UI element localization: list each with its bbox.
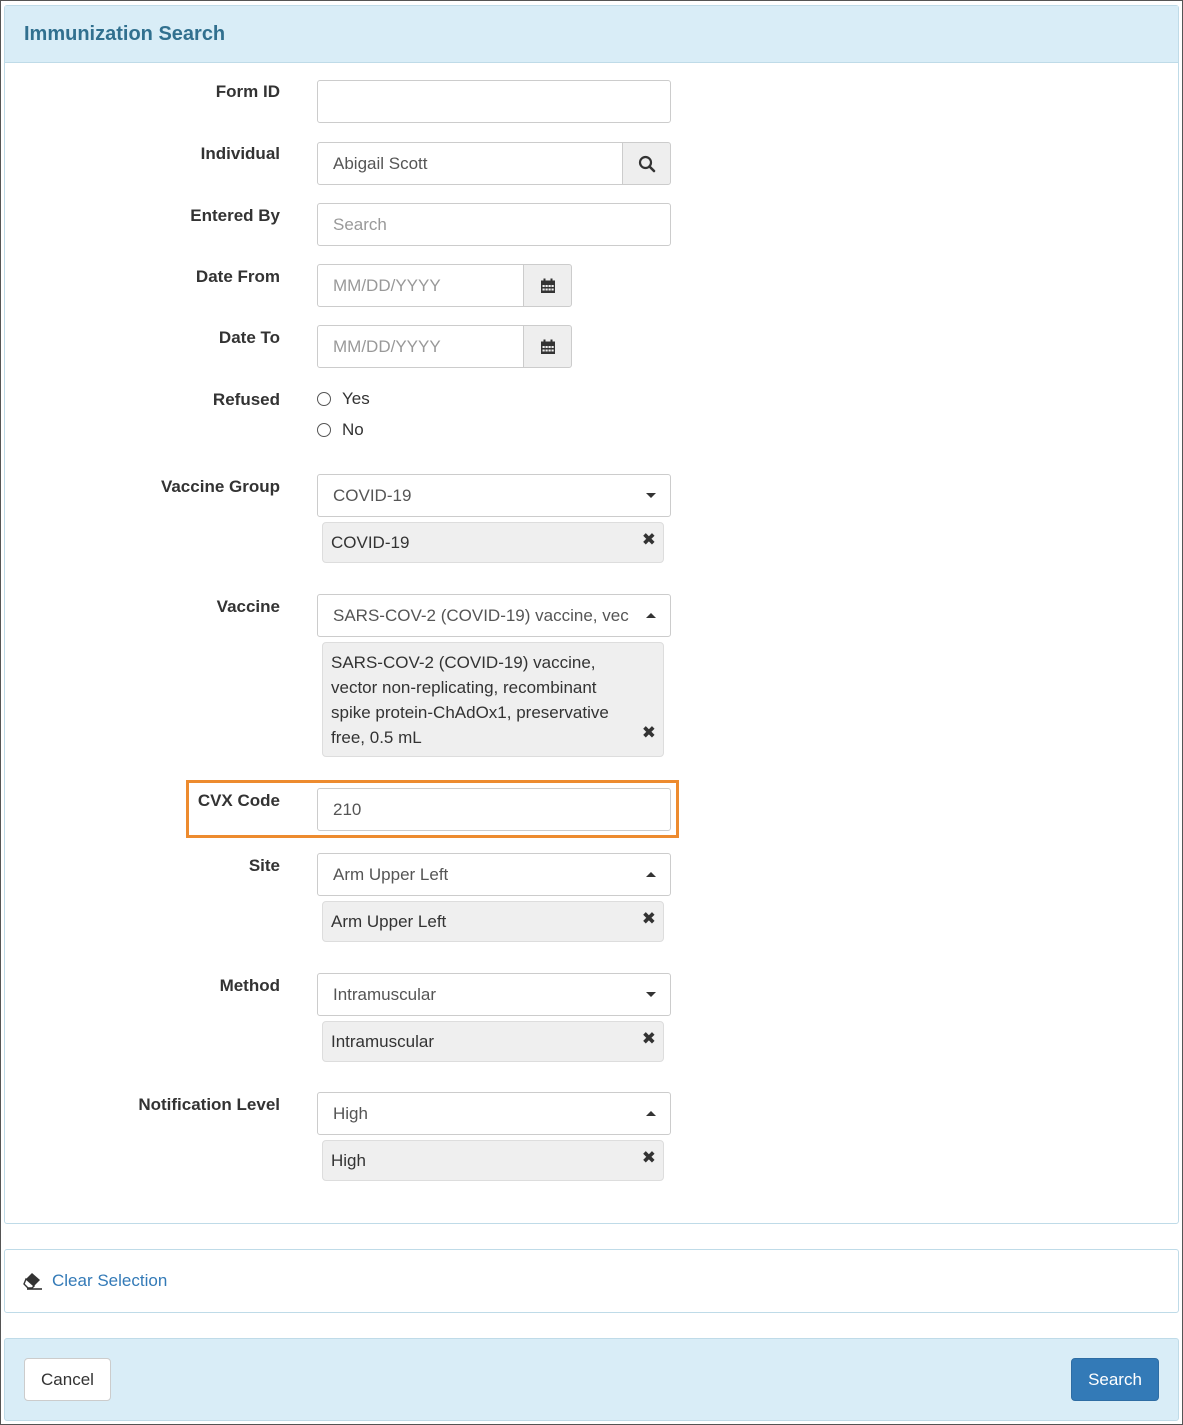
cvx-code-input[interactable] [317,788,671,831]
site-value: Arm Upper Left [333,864,449,884]
date-from-placeholder: MM/DD/YYYY [333,275,441,295]
entered-by-placeholder: Search [333,214,387,234]
caret-down-icon [646,992,656,997]
panel-header [5,6,1178,63]
site-chip-label: Arm Upper Left [331,912,447,931]
method-chip [322,1021,664,1062]
method-value: Intramuscular [333,984,436,1004]
method-label: Method [219,976,280,995]
site-label: Site [248,856,280,875]
individual-search-button[interactable] [622,142,671,185]
form-id-input[interactable] [317,80,671,123]
notification-level-select[interactable] [317,1092,671,1135]
caret-up-icon [646,613,656,618]
notification-level-label: Notification Level [138,1095,280,1114]
remove-icon[interactable]: ✖ [641,1148,656,1167]
vaccine-group-select[interactable] [317,474,671,517]
remove-icon[interactable]: ✖ [641,909,656,928]
method-select[interactable] [317,973,671,1016]
vaccine-group-chip [322,522,664,563]
clear-selection-panel [4,1249,1179,1313]
date-to-placeholder: MM/DD/YYYY [333,336,441,356]
caret-up-icon [646,872,656,877]
refused-no-radio[interactable] [317,423,331,437]
caret-up-icon [646,1111,656,1116]
notification-level-chip-label: High [331,1151,366,1170]
cvx-code-value: 210 [333,799,362,819]
date-from-calendar-button[interactable] [523,264,572,307]
vaccine-label: Vaccine [216,597,280,616]
date-to-input[interactable] [317,325,524,368]
caret-down-icon [646,493,656,498]
remove-icon[interactable]: ✖ [641,723,656,742]
date-from-label: Date From [195,267,280,286]
site-select[interactable] [317,853,671,896]
refused-label: Refused [212,390,280,409]
refused-yes-option[interactable] [317,389,370,409]
vaccine-group-chip-label: COVID-19 [331,533,410,552]
vaccine-chip [322,642,664,757]
notification-level-value: High [333,1103,368,1123]
remove-icon[interactable]: ✖ [641,1029,656,1048]
calendar-icon [540,278,556,294]
clear-selection-link[interactable]: Clear Selection [52,1271,168,1290]
vaccine-select[interactable] [317,594,671,637]
cancel-button[interactable]: Cancel [24,1358,111,1401]
refused-yes-radio[interactable] [317,392,331,406]
method-chip-label: Intramuscular [331,1032,434,1051]
vaccine-group-label: Vaccine Group [160,477,280,496]
refused-no-label: No [342,420,364,439]
eraser-icon [23,1272,43,1290]
site-chip [322,901,664,942]
panel-title: Immunization Search [24,22,226,45]
refused-yes-label: Yes [342,389,370,408]
search-icon [638,155,656,173]
vaccine-value: SARS-COV-2 (COVID-19) vaccine, vec [333,605,629,625]
individual-label: Individual [200,144,280,163]
individual-value: Abigail Scott [333,153,428,173]
individual-input[interactable] [317,142,623,185]
calendar-icon [540,339,556,355]
date-to-label: Date To [218,328,280,347]
date-from-input[interactable] [317,264,524,307]
entered-by-label: Entered By [190,206,280,225]
date-to-calendar-button[interactable] [523,325,572,368]
form-id-label: Form ID [215,82,280,101]
vaccine-group-value: COVID-19 [333,485,412,505]
refused-no-option[interactable] [317,420,364,440]
vaccine-chip-label: SARS-COV-2 (COVID-19) vaccine, vector non-replicating, recombinant spike protein-ChAdOx1, preservative free, 0.5 mL [331,653,609,747]
notification-level-chip [322,1140,664,1181]
footer-bar [4,1338,1179,1421]
entered-by-input[interactable] [317,203,671,246]
cvx-code-label: CVX Code [197,791,280,810]
remove-icon[interactable]: ✖ [641,530,656,549]
search-button[interactable]: Search [1071,1358,1159,1401]
